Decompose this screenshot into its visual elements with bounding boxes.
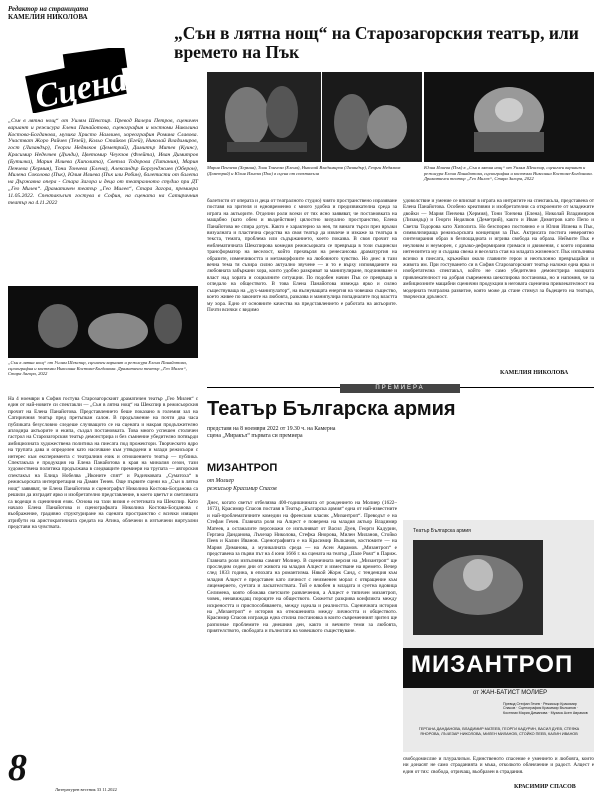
article2-ending: свободомислие и плурализъм. Единственото спасение е умението и любовта, които ни донасят не само страданията и мъка, отколкото облекчение и радост. Алцест е един от тях: свобода, отричащ, въобразен в страдания. [403,756,594,775]
article2-director: режисьор Красимир Спасов [207,486,277,492]
article2-title: Театър Българска армия [207,398,456,420]
article2-play: МИЗАНТРОП [207,462,278,474]
poster [403,520,594,752]
editor-label: Редактор на страницата [8,5,89,13]
editor-name: КАМЕЛИЯ НИКОЛОВА [8,13,88,21]
photo-left [8,286,198,358]
article2-author: от Молиер [207,478,234,484]
article2-body: Днес, когато светът отбелязва 400-годишнината от рождението на Молиер (1622–1673), Красимир Спасов поставя в Театър „Българска армия“ една от най-известните и най-проблематичните комедии на френския класик „Мизантроп“. Преводът е на Стефан Гечев. Главната роля на Алцест е поверена на младия актьор Владимир Матеев, а останалите персонажи се изпълняват от Васил Дуев, Георги Кадурин, Гергана Данданова, Лъчезар Николова, Стефка Янорова, Милен Миланов, Стойко Пеев и Калин Иванов. Сценографията е на Красимир Вълканов, костюмите — на Мария Диманова, а музикалната среда — на Асен Аврамов. „Мизантроп“ е представена за първи път на 4 юни 1666 г. на сцената на театър „Пале Роял“ в Париж. Главната роля изпълнява самият Молиер. В сценичната версия на „Мизантроп“ ще проследим седем дни от живота на младия Алцест и изместване на времето. Вечер след 1833 година, в епохата на романтизма. Някой Жорж Санд, с тенденция към младия Алцест е представен като личност с неизменен морал с отвращение към лицемерието, суетата и ласкателствата. Той е влюбен в младата и суетна вдовица Селимена, която обожава светските развлечения, а Алцест е типичен мизантроп, човек, ненавиждащ пороците на обществото. Сюжетът разкрива конфликта между искреността и приспособяването, между идеала и реалността. Сценичната история на „Мизантроп“ е история на отношенията между личността и обществото. Красимир Спасов изгражда една стилна постановка в които съвременният зрител ще разпознае проблемите на днешния ден, както и вечните теми за любовта, приятелството, свободата и пълнотата на човешкото съществуване. [207,500,397,635]
article1-col2: балетисти от операта и деца от театралното студио) чиято пространствено изразяване поставя на зрителя и едновременно с много удобна и предизвикателна среда за играта на актьорите. Отделни роли всеки от тях ясно заявяват, че постановката на мащабно (като обем и въздействие) цялостно визуално пространство, Елена Панайотова не спира дотук. Както е характерно за нея, тя винаги търси през връзки визуалната и пластична средства на своя театър да извлече и изкаже за театъра в текста, темата, проблема или съдържанието, което показва. В своя прочит на емблематичната Шекспирова комедия режисьорката се превръща в този същински трансформатор на веселост, който прехвърля на ренесансова драматургия на образите, изменчивостта и метаморфозите на любовното чувство. Но днес в тази вечна тема тя съзира силно актуално звучене — и то е върху изповяданите на любовната забъркани хора, които удобно разкриват за манипулиране, подчиняване и власт над хората и социалните ситуации. По подобен начин Пък се превръща в огледало на обществото. В това Елена Панайотова извежда ярко и силно съществуваща на „дух-манипулатор“, на вълнуващата енергия на човешко същество, което живее по законите на любовта, разказва и манипулира попадналите под властта му хора. Едно от основните качества на представлението е работата на актьорите. Почти всички с видимо [207,198,397,313]
caption-middle: Мария Пенчева (Хермия), Тони Тончева (Елена), Николай Владимиров (Лизандър), Георги Недялков (Деметрий) и Юлия Илиева (Пък) в сцена от спектакъла [207,165,401,176]
poster-subtitle: от ЖАН-БАТИСТ МОЛИЕР [473,690,548,696]
section-logo-text: Сцена [32,60,130,113]
poster-art [403,520,594,752]
premiere-label: ПРЕМИЕРА [340,384,460,393]
editor-block [8,5,88,21]
photo-scene-2 [322,72,422,162]
headline: „Сън в лятна нощ“ на Старозагорския театър, или времето на Пък [174,23,579,62]
article2-byline: КРАСИМИР СПАСОВ [514,784,576,790]
page-number: 8 [8,747,27,789]
poster-title: МИЗАНТРОП [411,651,574,678]
production-credits: „Сън в лятна нощ“ от Уилям Шекспир. Превод Валери Петров, сценичен вариант и режисура Елена Панайотова, сценография и костюми Николина Костова-Богданова, музика Христо Намлиев, хореография Ромина Славова. Участват Жоро Райчев (Тезей), Кольо Стайков (Егей), Николай Владимиров, гост (Лизандър), Георги Недялков (Деметрий), Димитър Митев (Куинс), Красимир Неделчев (Дънди), Цветомир Чеукзов (Флейта), Иван Димитров (Бутилка), Мария Илиева (Хиполита), Светла Тодорова (Титания), Мария Пенчева (Хермия), Тони Тончева (Елена), Александър Боргунджиев (Оберон), Милена Соколова (Пък), Юлия Илиева (Пък или Робин), балетисти от балета на Държавна опера - Стара Загора и деца от театралното студио при ДТ „Гео Милев“. Драматичен театър „Гео Милев“, Стара Загора, премиера 11.05.2022. Спектакълът гостува в София, на сцената на Сатиричния театър на 4.11.2022 [8,118,198,206]
photo-scene-1 [207,72,321,162]
article1-byline: КАМЕЛИЯ НИКОЛОВА [500,370,569,376]
section-logo-art [20,48,130,113]
photo-scene-2-art [322,72,422,162]
section-logo [20,48,130,113]
poster-top: Театър Българска армия [413,528,471,534]
footer: Литературен вестник 33 11.2022 [55,787,117,792]
caption-right: Юлия Илиева (Пък) в „Сън в лятна нощ“ от Уилям Шекспир, сценичен вариант и режисура Елена Панайотова, сценография и костюми Николина Костова-Богданова. Драматичен театър „Гео Милев“, Стара Загора, 2022 [424,165,593,182]
photo-scene-1-art [207,72,321,162]
photo-puck-art [424,72,594,162]
poster-credits: Превод Стефан Гечев · Режисьор Красимир Спасов · Сценография Красимир Вълканов · Костюми Мария Диманова · Музика Асен Аврамов [503,702,588,715]
article1-col1: На 4 ноември в София гостува Старозагорският драматичен театър „Гео Милев“ с един от най-новите си спектакли — „Сън в лятна нощ“ на Шекспир в режисьорския прочит на Елена Панайотова. Представлението беше показано в големия зал на Сатиричния театър пред претъпкан салон. В продължение на почти два часа публиката безусловно следеше случващото се на сцената и накрая продължително аплодира актьорите и екипа, създал постановката. Това много успешен столичен гастрол на Старозагорския театър демонстрира и без съмнение убедително потвърди амбициозната художествена политика на пиесата под прожектори. Творческото ядро на трупата дава и определен като насочване към утвърдени и млади режисьори с интерес към експеримента с театралния език и отношението театър — публика. Спектакъла е продукция на Елена Панайотова в края на миналия сезон, тази художествена политика продължава в следващите премиери на трупата — авторския спектакъл на Елица Нобелва „Иконите спят“ и Радичковата „Суматоха“ в режисьорската интерпретация на Дамян Тенев. Още първите сцени на „Сън в лятна нощ“ заявяват, че Елена Панайотова и сценографът Николина Костова-Богданова са решили да изградят ярко и изобретателно представление, в което цветът и светлината са водещи в сценичния език. Основа на тази визия е естетиката на Шекспир. Като начало Елена Панайотова и сценографката Николина Костова-Богданова с въображение, градивно структуриране на сцената пространство с всички изящни атрибути на аристократичната средата на Атина, облечени в изтънчени виртуални представи на чувствата. [8,396,198,531]
article1-col3: удоволствие и умение се вписват в играта на интригите на спектакъла, представена от Елена Панайотова. Особено креативни и изобретателни са откроените от младежите двойки — Мария Пенчева (Хермия), Тони Тончева (Елена), Николай Владимиров (Лизандър) и Георги Недялков (Деметрий), както и Иван Димитров като Пепо и Светла Тодорова като Хиполита. Но безспорно постоянно е и Юлия Илиева в Пък, символизираща режисьорската концепция за Пък. Актрисата постига невероятно синтезирания образ в безпощадната и игрива свобода на образа. Неймите Пък е неуловим и неуморен, с дръзко-деформирани гримаси и движения, с които изразява интензитета му и създава свежа и веселата стая на младата жизненост. Пък изпълнява всичко в пиесата, кръжейки около главните герои и неотклонно превръщайки и живота им. При гостуването си в София Старозагорският театър наложи една ярка и изобретателна спектакъл, който не само убедително демонстрира мощната привлекателност на добрая съвременна шекспирова постановка, но и напомня, че за амбициозните мащабни сценични продукции в неговата сценична привлекателност на модерната театрална развитие, която може да стане стимул за бъдещето на театъра, творчески дръзност. [403,198,594,301]
photo-puck [424,72,594,162]
caption-left: „Сън в лятна нощ“ от Уилям Шекспир, сценичен вариант и режисура Елена Панайотова, сценография и костюми Николина Костова-Богданова. Драматичен театър „Гео Милев“, Стара Загора, 2022 [8,360,187,377]
poster-cast: ГЕРГАНА ДАНДАНОВА, ВЛАДИМИР МАТЕЕВ, ГЕОРГИ КАДУРИН, ВАСИЛ ДУЕВ, СТЕФКА ЯНОРОВА, ЛЪЧЕЗАР НИКОЛОВА, МИЛЕН МИЛАНОВ, СТОЙКО ПЕЕВ, КАЛИН ИВАНОВ [418,727,580,736]
article2-intro: представя на 8 ноември 2022 от 19.30 ч. на Камерна сцена „Миракъл“ първата си премиера [207,426,336,439]
photo-left-art [8,286,198,358]
